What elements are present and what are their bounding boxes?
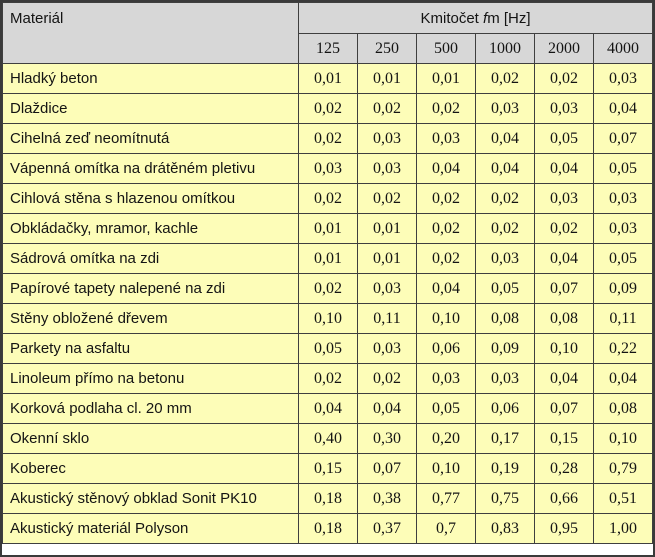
absorption-value-4000: 0,04 (594, 94, 653, 124)
absorption-value-4000: 0,07 (594, 124, 653, 154)
absorption-value-500: 0,03 (417, 364, 476, 394)
absorption-value-500: 0,10 (417, 304, 476, 334)
absorption-value-2000: 0,07 (535, 274, 594, 304)
absorption-value-1000: 0,02 (476, 214, 535, 244)
frequency-header-2000: 2000 (535, 34, 594, 64)
table-row (3, 184, 653, 214)
absorption-value-2000: 0,10 (535, 334, 594, 364)
absorption-value-2000: 0,15 (535, 424, 594, 454)
table-row (3, 394, 653, 424)
table-row (3, 514, 653, 544)
absorption-value-125: 0,02 (299, 364, 358, 394)
absorption-value-125: 0,03 (299, 154, 358, 184)
material-name: Cihlová stěna s hlazenou omítkou (3, 184, 299, 214)
absorption-value-1000: 0,83 (476, 514, 535, 544)
absorption-value-125: 0,18 (299, 514, 358, 544)
material-name: Obkládačky, mramor, kachle (3, 214, 299, 244)
absorption-value-1000: 0,02 (476, 64, 535, 94)
absorption-value-250: 0,01 (358, 244, 417, 274)
absorption-value-250: 0,03 (358, 334, 417, 364)
absorption-value-1000: 0,75 (476, 484, 535, 514)
absorption-value-500: 0,02 (417, 244, 476, 274)
absorption-value-125: 0,01 (299, 214, 358, 244)
material-name: Akustický materiál Polyson (3, 514, 299, 544)
absorption-value-4000: 0,51 (594, 484, 653, 514)
absorption-value-1000: 0,09 (476, 334, 535, 364)
table-header (3, 3, 653, 64)
absorption-value-125: 0,01 (299, 64, 358, 94)
table-body (3, 64, 653, 544)
absorption-value-4000: 0,79 (594, 454, 653, 484)
absorption-value-250: 0,11 (358, 304, 417, 334)
absorption-value-125: 0,02 (299, 274, 358, 304)
absorption-value-4000: 1,00 (594, 514, 653, 544)
absorption-value-125: 0,01 (299, 244, 358, 274)
absorption-value-250: 0,02 (358, 364, 417, 394)
frequency-group-prefix: Kmitočet (420, 9, 484, 27)
material-name: Sádrová omítka na zdi (3, 244, 299, 274)
absorption-value-500: 0,02 (417, 214, 476, 244)
absorption-value-1000: 0,06 (476, 394, 535, 424)
table-row (3, 424, 653, 454)
absorption-value-2000: 0,03 (535, 94, 594, 124)
absorption-value-4000: 0,05 (594, 244, 653, 274)
absorption-value-1000: 0,03 (476, 244, 535, 274)
absorption-value-2000: 0,08 (535, 304, 594, 334)
absorption-value-250: 0,30 (358, 424, 417, 454)
absorption-value-125: 0,05 (299, 334, 358, 364)
absorption-value-2000: 0,02 (535, 214, 594, 244)
absorption-value-1000: 0,04 (476, 154, 535, 184)
absorption-value-500: 0,10 (417, 454, 476, 484)
absorption-value-4000: 0,22 (594, 334, 653, 364)
material-name: Akustický stěnový obklad Sonit PK10 (3, 484, 299, 514)
absorption-value-2000: 0,02 (535, 64, 594, 94)
absorption-value-1000: 0,08 (476, 304, 535, 334)
absorption-value-500: 0,03 (417, 124, 476, 154)
absorption-value-125: 0,02 (299, 184, 358, 214)
absorption-value-2000: 0,04 (535, 244, 594, 274)
material-name: Parkety na asfaltu (3, 334, 299, 364)
absorption-value-250: 0,01 (358, 64, 417, 94)
absorption-value-250: 0,02 (358, 184, 417, 214)
absorption-value-2000: 0,95 (535, 514, 594, 544)
table-row (3, 154, 653, 184)
absorption-value-250: 0,04 (358, 394, 417, 424)
absorption-value-4000: 0,03 (594, 214, 653, 244)
absorption-value-250: 0,07 (358, 454, 417, 484)
absorption-value-125: 0,02 (299, 124, 358, 154)
table-row (3, 94, 653, 124)
absorption-value-4000: 0,10 (594, 424, 653, 454)
frequency-header-250: 250 (358, 34, 417, 64)
absorption-value-4000: 0,08 (594, 394, 653, 424)
material-name: Koberec (3, 454, 299, 484)
frequency-header-4000: 4000 (594, 34, 653, 64)
table-row (3, 214, 653, 244)
absorption-value-250: 0,01 (358, 214, 417, 244)
absorption-value-500: 0,02 (417, 94, 476, 124)
absorption-value-500: 0,02 (417, 184, 476, 214)
table-row (3, 484, 653, 514)
frequency-group-header (299, 3, 653, 34)
absorption-value-125: 0,02 (299, 94, 358, 124)
material-name: Okenní sklo (3, 424, 299, 454)
absorption-value-250: 0,38 (358, 484, 417, 514)
frequency-header-1000: 1000 (476, 34, 535, 64)
absorption-value-125: 0,04 (299, 394, 358, 424)
material-name: Dlaždice (3, 94, 299, 124)
absorption-value-4000: 0,09 (594, 274, 653, 304)
absorption-value-2000: 0,05 (535, 124, 594, 154)
absorption-value-2000: 0,04 (535, 364, 594, 394)
absorption-value-250: 0,03 (358, 124, 417, 154)
table-row (3, 274, 653, 304)
frequency-header-125: 125 (299, 34, 358, 64)
absorption-value-500: 0,06 (417, 334, 476, 364)
absorption-value-1000: 0,05 (476, 274, 535, 304)
absorption-value-500: 0,05 (417, 394, 476, 424)
material-name: Linoleum přímo na betonu (3, 364, 299, 394)
material-name: Korková podlaha cl. 20 mm (3, 394, 299, 424)
absorption-value-500: 0,77 (417, 484, 476, 514)
absorption-value-4000: 0,03 (594, 64, 653, 94)
material-name: Hladký beton (3, 64, 299, 94)
material-name: Stěny obložené dřevem (3, 304, 299, 334)
absorption-value-500: 0,04 (417, 154, 476, 184)
absorption-value-1000: 0,02 (476, 184, 535, 214)
absorption-value-500: 0,01 (417, 64, 476, 94)
frequency-header-500: 500 (417, 34, 476, 64)
absorption-value-1000: 0,19 (476, 454, 535, 484)
header-row-group (3, 3, 653, 34)
absorption-value-500: 0,20 (417, 424, 476, 454)
absorption-value-1000: 0,04 (476, 124, 535, 154)
material-name: Vápenná omítka na drátěném pletivu (3, 154, 299, 184)
absorption-value-2000: 0,66 (535, 484, 594, 514)
table-row (3, 454, 653, 484)
absorption-value-250: 0,37 (358, 514, 417, 544)
absorption-value-125: 0,40 (299, 424, 358, 454)
absorption-value-125: 0,10 (299, 304, 358, 334)
absorption-value-2000: 0,07 (535, 394, 594, 424)
absorption-value-250: 0,03 (358, 274, 417, 304)
table-row (3, 364, 653, 394)
frequency-group-suffix: m [Hz] (487, 9, 531, 27)
absorption-value-500: 0,7 (417, 514, 476, 544)
absorption-value-4000: 0,05 (594, 154, 653, 184)
table-row (3, 64, 653, 94)
absorption-value-2000: 0,04 (535, 154, 594, 184)
material-name: Cihelná zeď neomítnutá (3, 124, 299, 154)
absorption-value-2000: 0,03 (535, 184, 594, 214)
absorption-value-125: 0,18 (299, 484, 358, 514)
table-row (3, 124, 653, 154)
table-row (3, 304, 653, 334)
absorption-value-125: 0,15 (299, 454, 358, 484)
absorption-value-4000: 0,11 (594, 304, 653, 334)
table-row (3, 244, 653, 274)
absorption-value-1000: 0,03 (476, 364, 535, 394)
absorption-value-250: 0,03 (358, 154, 417, 184)
absorption-value-2000: 0,28 (535, 454, 594, 484)
material-name: Papírové tapety nalepené na zdi (3, 274, 299, 304)
absorption-value-1000: 0,03 (476, 94, 535, 124)
absorption-table (2, 2, 653, 544)
material-column-header: Materiál (3, 3, 299, 64)
frequency-symbol: f (483, 9, 488, 27)
absorption-value-4000: 0,04 (594, 364, 653, 394)
table-row (3, 334, 653, 364)
absorption-value-1000: 0,17 (476, 424, 535, 454)
absorption-value-4000: 0,03 (594, 184, 653, 214)
absorption-value-250: 0,02 (358, 94, 417, 124)
absorption-value-500: 0,04 (417, 274, 476, 304)
